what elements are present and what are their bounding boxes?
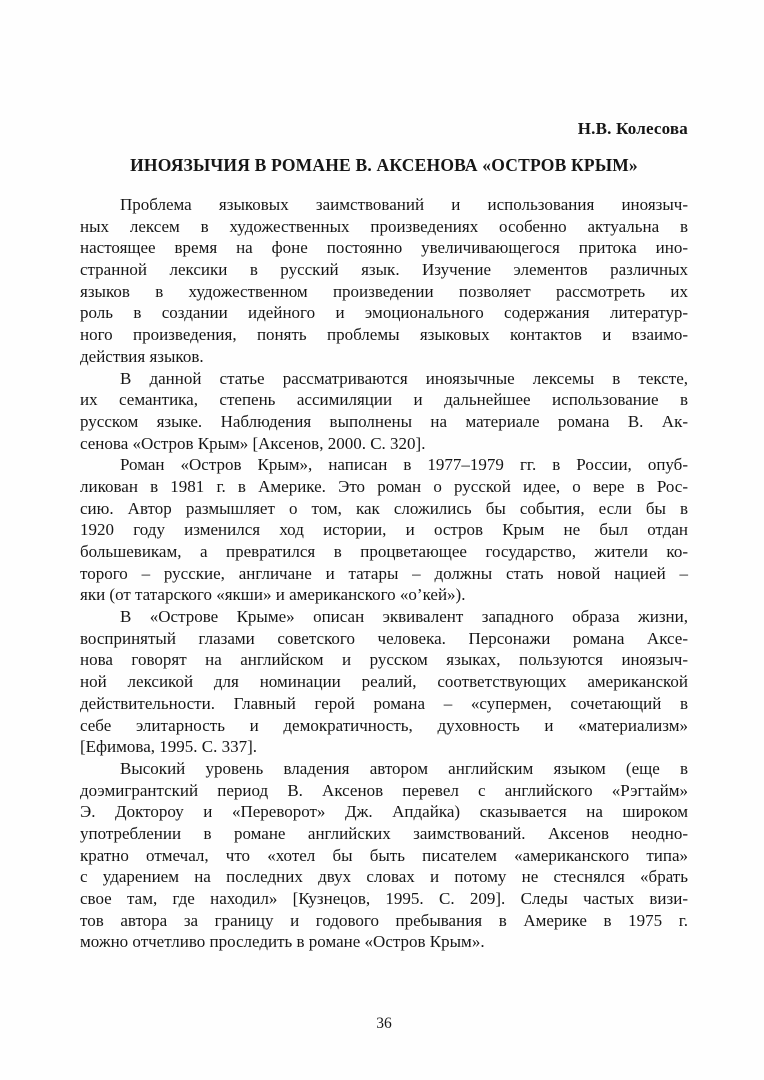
text-line: ных лексем в художественных произведениях особенно актуальна в [80,216,688,236]
paragraph [80,758,688,953]
text-line: употреблении в романе английских заимствований. Аксенов неодно- [80,823,688,843]
text-line: доэмигрантский период В. Аксенов перевел с английского «Рэгтайм» [80,780,688,800]
text-line: настоящее время на фоне постоянно увеличивающегося притока ино- [80,238,688,258]
text-line: странной лексики в русский язык. Изучение элементов различных [80,260,688,280]
text-line: нова говорят на английском и русском языках, пользуются иноязыч- [80,650,688,670]
text-line: яки (от татарского «якши» и американского «о’кей»). [80,585,466,605]
text-line: тов автора за границу и годового пребывания в Америке в 1975 г. [80,910,688,930]
article-title: ИНОЯЗЫЧИЯ В РОМАНЕ В. АКСЕНОВА «ОСТРОВ КРЫМ» [130,155,638,175]
text-line: 1920 году изменился ход истории, и остров Крым не был отдан [80,520,688,540]
text-line: с ударением на последних двух словах и потому не стеснялся «брать [80,867,688,887]
text-line: сенова «Остров Крым» [Аксенов, 2000. С. 320]. [80,433,426,453]
paragraph [80,368,688,455]
text-line: действительности. Главный герой романа – «супермен, сочетающий в [80,693,688,713]
text-line: воспринятый глазами советского человека. Персонажи романа Аксе- [80,628,688,648]
text-line: [Ефимова, 1995. С. 337]. [80,737,258,757]
paragraph [80,454,688,606]
text-line: языков в художественном произведении позволяет рассмотреть их [80,281,688,301]
text-line: себе элитарность и демократичность, духовность и «материализм» [80,715,688,735]
text-line: сию. Автор размышляет о том, как сложились бы события, если бы в [80,498,688,518]
page-number: 36 [376,1015,392,1032]
text-line: кратно отмечал, что «хотел бы быть писателем «американского типа» [80,845,688,865]
text-line: действия языков. [80,346,204,366]
text-line: свое там, где находил» [Кузнецов, 1995. С. 209]. Следы частых визи- [80,889,688,908]
text-line: торого – русские, англичане и татары – должны стать новой нацией – [80,563,688,583]
text-line: русском языке. Наблюдения выполнены на материале романа В. Ак- [80,411,688,431]
article-body [80,194,688,953]
text-line: Высокий уровень владения автором английским языком (еще в [120,758,688,778]
text-line: Э. Доктороу и «Переворот» Дж. Апдайка) сказывается на широком [80,802,688,822]
text-line: можно отчетливо проследить в романе «Остров Крым». [80,932,485,952]
text-line: В данной статье рассматриваются иноязычные лексемы в тексте, [120,368,688,388]
text-line: роль в создании идейного и эмоционального содержания литератур- [80,303,688,323]
paragraph [80,194,688,368]
paragraph [80,606,688,758]
text-line: Проблема языковых заимствований и использования иноязыч- [120,195,688,214]
text-line: ного произведения, понять проблемы языковых контактов и взаимо- [80,325,688,345]
text-line: ной лексикой для номинации реалий, соответствующих американской [80,672,688,692]
text-line: ликован в 1981 г. в Америке. Это роман о русской идее, о вере в Рос- [80,476,688,496]
text-line: их семантика, степень ассимиляции и дальнейшее использование в [80,390,688,410]
text-line: Роман «Остров Крым», написан в 1977–1979 гг. в России, опуб- [120,455,688,475]
text-line: В «Острове Крыме» описан эквивалент западного образа жизни, [120,607,688,627]
text-line: большевикам, а превратился в процветающее государство, жители ко- [80,542,688,561]
author-name: Н.В. Колесова [577,119,688,138]
